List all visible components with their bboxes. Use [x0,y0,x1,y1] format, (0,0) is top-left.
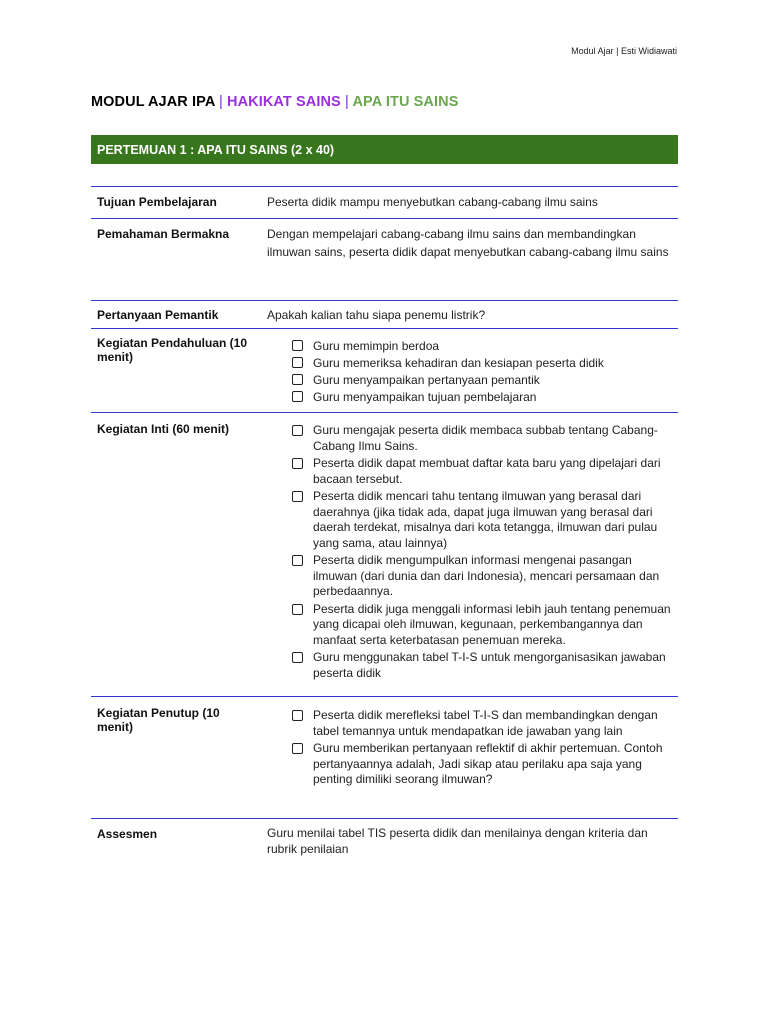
lesson-plan-table [91,186,678,879]
list-item-text: Guru memberikan pertanyaan reflektif di akhir pertemuan. Contoh pertanyaannya adalah, Jadi sikap atau perilaku apa saja yang penting dimiliki seorang ilmuwan? [313,741,663,786]
row-label: Tujuan Pembelajaran [97,195,217,209]
checkbox[interactable] [292,374,303,385]
title-separator: | [219,94,223,110]
list-item [292,372,678,389]
list-item-text: Guru menggunakan tabel T-I-S untuk mengorganisasikan jawaban peserta didik [313,650,666,680]
table-row [91,697,678,819]
row-label: Kegiatan Penutup (10 menit) [97,706,220,734]
row-value: Guru menilai tabel TIS peserta didik dan menilainya dengan kriteria dan rubrik penilaian [267,826,648,856]
list-item-text: Peserta didik dapat membuat daftar kata baru yang dipelajari dari bacaan tersebut. [313,456,661,486]
list-item [292,650,678,681]
checklist [267,423,678,681]
row-value [267,413,678,697]
list-item-text: Peserta didik mengumpulkan informasi mengenai pasangan ilmuwan (dari dunia dan dari Indonesia), mencari persamaan dan perbedaannya. [313,553,660,598]
title-subject: MODUL AJAR IPA [91,94,215,110]
list-item-text: Guru menyampaikan pertanyaan pemantik [313,373,540,387]
row-value: Dengan mempelajari cabang-cabang ilmu sains dan membandingkan ilmuwan sains, peserta didik dapat menyebutkan cabang-cabang ilmu sains [267,227,669,259]
row-value [267,697,678,819]
title-subtopic: APA ITU SAINS [352,94,459,110]
list-item [292,423,678,454]
list-item [292,553,678,600]
checklist [267,708,678,788]
document-title [91,94,458,110]
checklist [267,338,678,406]
row-value [267,329,678,413]
checkbox[interactable] [292,357,303,368]
list-item-text: Guru menyampaikan tujuan pembelajaran [313,390,537,404]
row-value: Peserta didik mampu menyebutkan cabang-cabang ilmu sains [267,195,598,209]
table-row [91,819,678,879]
title-topic: HAKIKAT SAINS [227,94,341,110]
checkbox[interactable] [292,555,303,566]
list-item [292,708,678,739]
list-item-text: Guru memeriksa kehadiran dan kesiapan peserta didik [313,356,604,370]
row-label: Pemahaman Bermakna [97,227,230,241]
checkbox[interactable] [292,604,303,615]
list-item-text: Peserta didik juga menggali informasi lebih jauh tentang penemuan yang dicapai oleh ilmuwan, kegunaan, perkembangannya dan manfaat serta keterbatasan penemuan mereka. [313,601,671,647]
checkbox[interactable] [292,491,303,502]
checkbox[interactable] [292,710,303,721]
row-value: Apakah kalian tahu siapa penemu listrik? [267,308,486,322]
list-item [292,741,678,788]
checkbox[interactable] [292,340,303,351]
row-label: Assesmen [97,827,158,841]
list-item-text: Guru mengajak peserta didik membaca subbab tentang Cabang-Cabang Ilmu Sains. [313,423,658,453]
header-note: Modul Ajar | Esti Widiawati [571,46,677,56]
list-item-text: Peserta didik merefleksi tabel T-I-S dan membandingkan dengan tabel temannya untuk mendapatkan ide jawaban yang lain [313,708,658,738]
table-row [91,301,678,329]
title-separator: | [344,94,349,110]
checkbox[interactable] [292,458,303,469]
row-label: Kegiatan Pendahuluan (10 menit) [97,336,248,364]
checkbox[interactable] [292,425,303,436]
list-item [292,602,678,649]
list-item [292,355,678,372]
meeting-banner: PERTEMUAN 1 : APA ITU SAINS (2 x 40) [91,135,678,164]
list-item-text: Peserta didik mencari tahu tentang ilmuwan yang berasal dari daerahnya (jika tidak ada, dapat juga ilmuwan yang berasal dari daerah terdekat, misalnya dari kota tetangga, ilmuwan dari pulau yang sama, atau lainnya) [313,489,658,550]
table-row [91,329,678,413]
checkbox[interactable] [292,743,303,754]
row-label: Kegiatan Inti (60 menit) [97,422,230,436]
list-item [292,389,678,406]
row-label: Pertanyaan Pemantik [97,308,219,322]
list-item [292,456,678,487]
list-item-text: Guru memimpin berdoa [313,339,440,353]
list-item [292,338,678,355]
checkbox[interactable] [292,652,303,663]
table-row [91,187,678,219]
list-item [292,489,678,551]
checkbox[interactable] [292,391,303,402]
table-row [91,219,678,301]
table-row [91,413,678,697]
